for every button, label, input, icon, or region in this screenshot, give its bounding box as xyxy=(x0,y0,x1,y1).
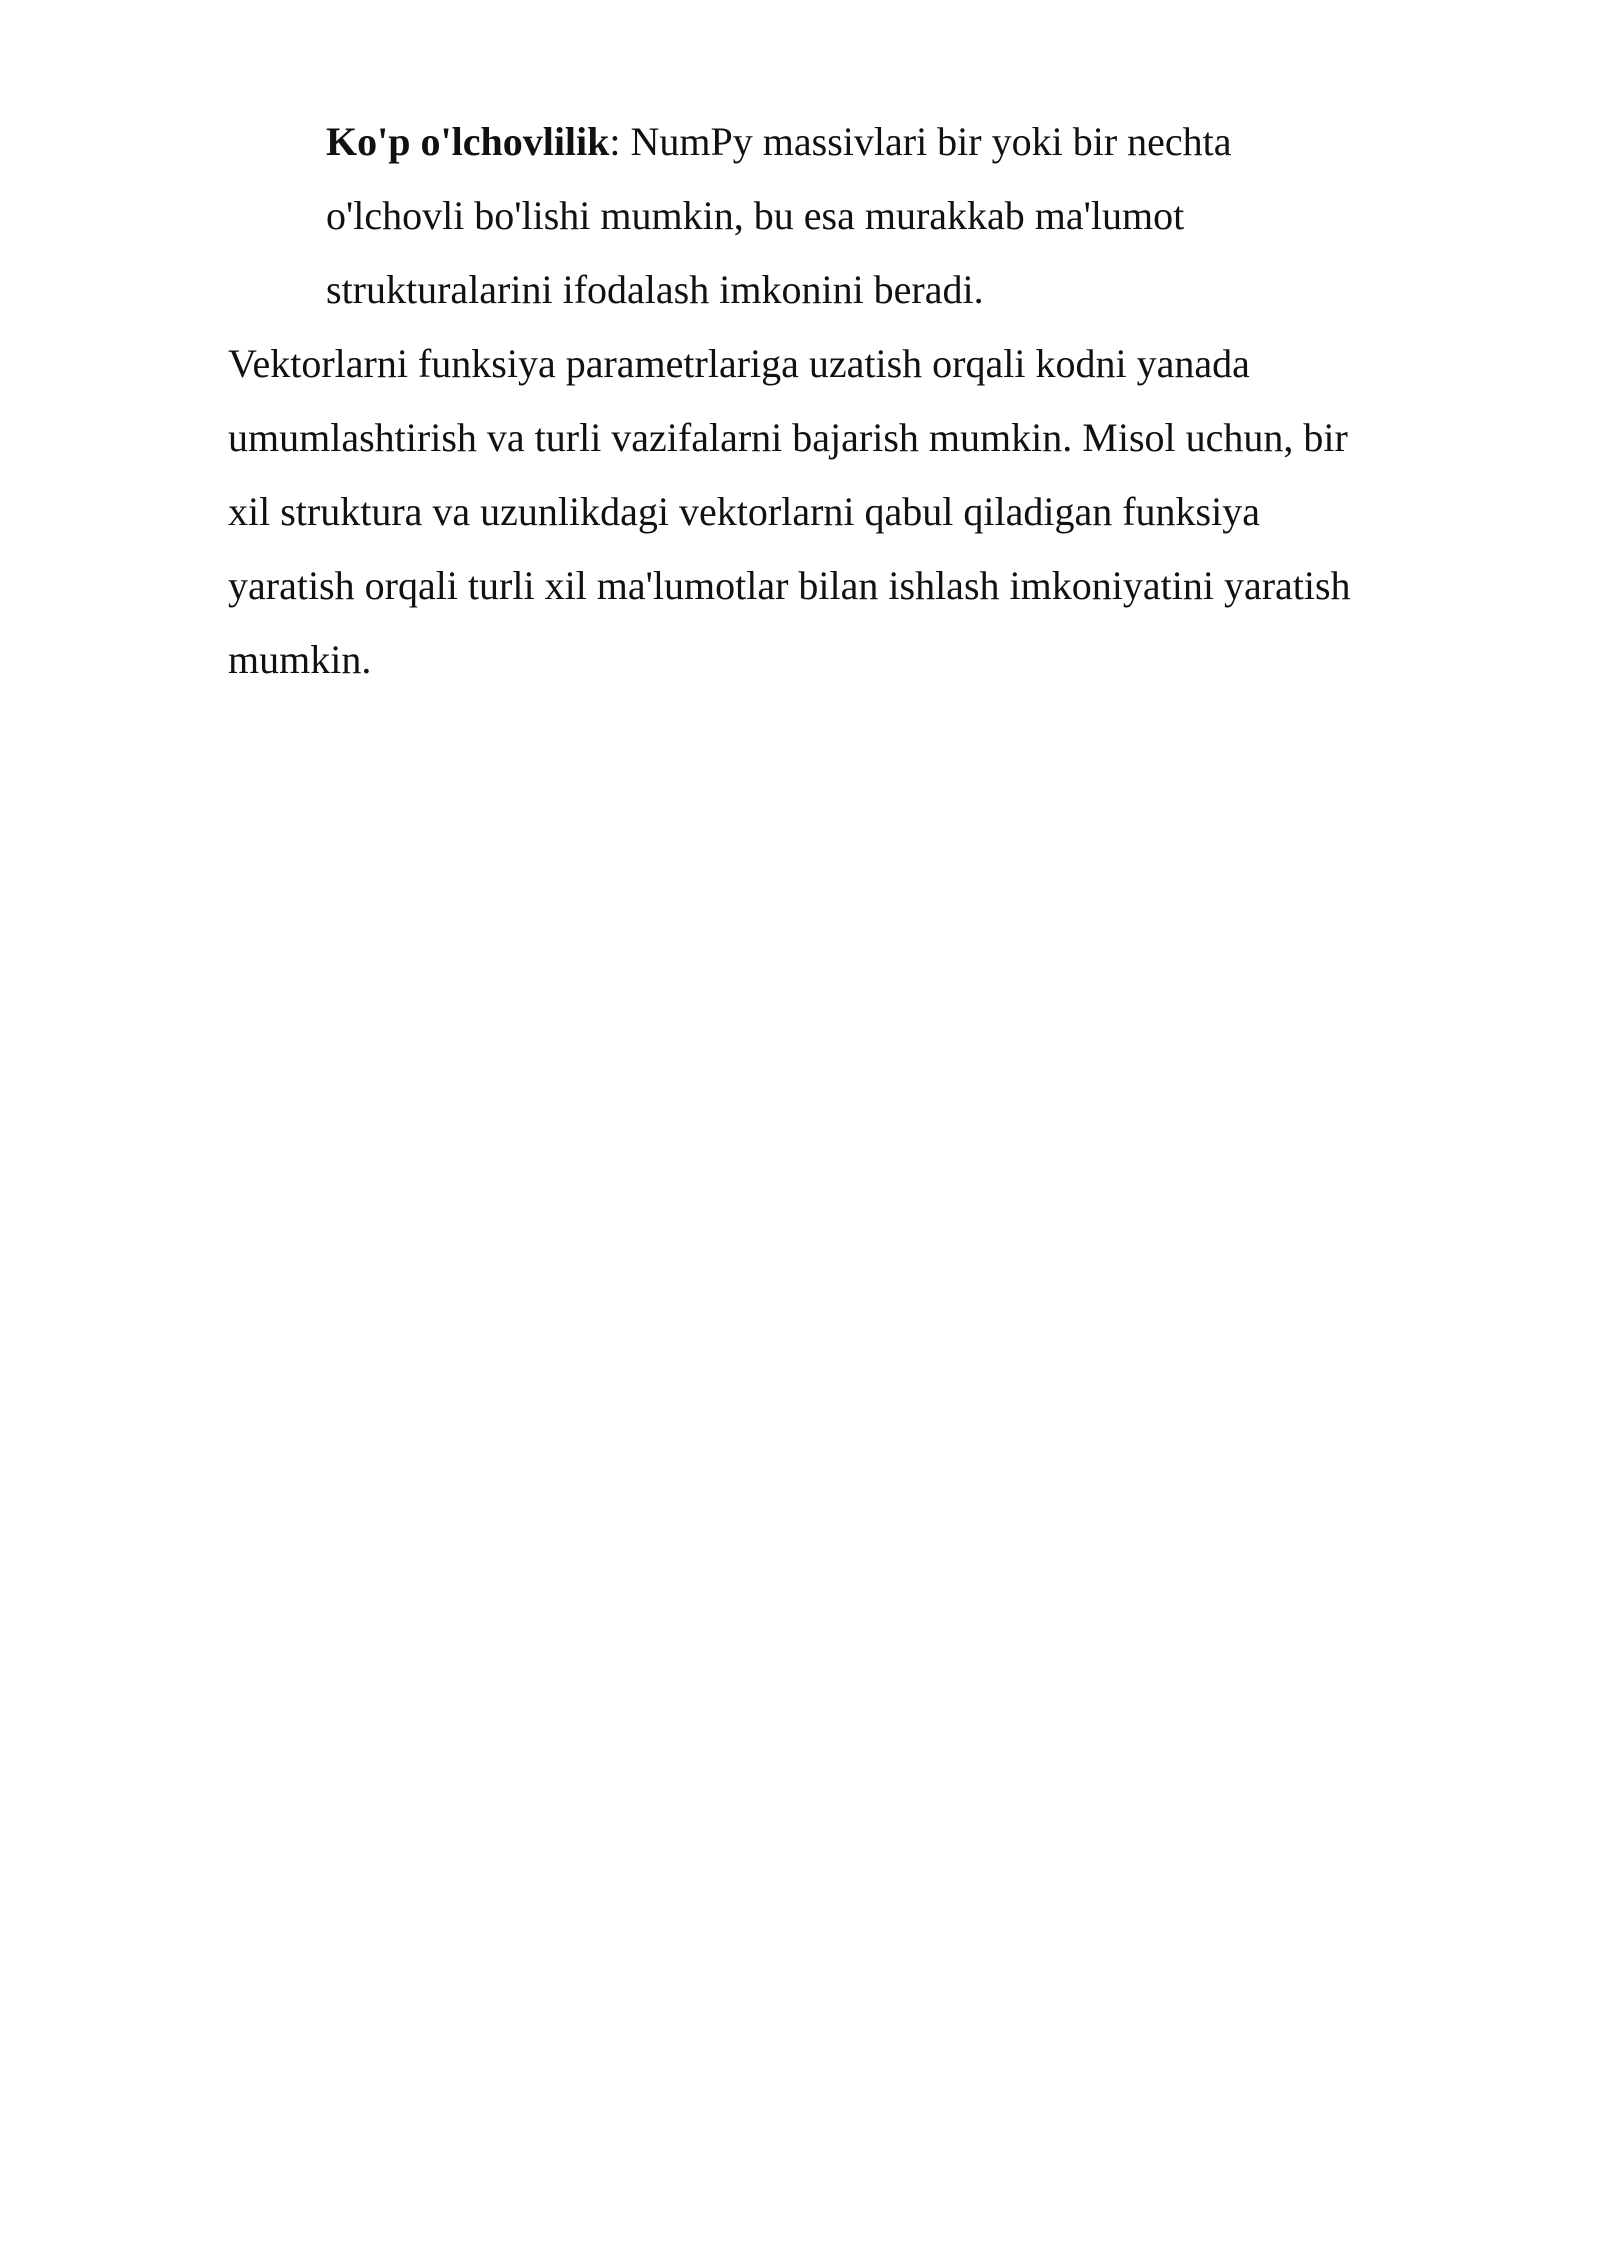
bullet-line-2: o'lchovli bo'lishi mumkin, bu esa murakkab ma'lumot xyxy=(326,193,1185,238)
paragraph-line-3: xil struktura va uzunlikdagi vektorlarni qabul qiladigan funksiya xyxy=(228,489,1260,534)
body-paragraph xyxy=(228,327,1460,697)
bullet-line-1: : NumPy massivlari bir yoki bir nechta xyxy=(609,119,1232,164)
bullet-paragraph xyxy=(326,105,1386,327)
paragraph-line-1: Vektorlarni funksiya parametrlariga uzatish orqali kodni yanada xyxy=(228,341,1250,386)
paragraph-line-2: umumlashtirish va turli vazifalarni bajarish mumkin. Misol uchun, bir xyxy=(228,415,1348,460)
bullet-term: Ko'p o'lchovlilik xyxy=(326,119,610,164)
bullet-line-3: strukturalarini ifodalash imkonini beradi. xyxy=(326,267,984,312)
paragraph-line-4: yaratish orqali turli xil ma'lumotlar bilan ishlash imkoniyatini yaratish xyxy=(228,563,1351,608)
paragraph-line-5: mumkin. xyxy=(228,637,372,682)
